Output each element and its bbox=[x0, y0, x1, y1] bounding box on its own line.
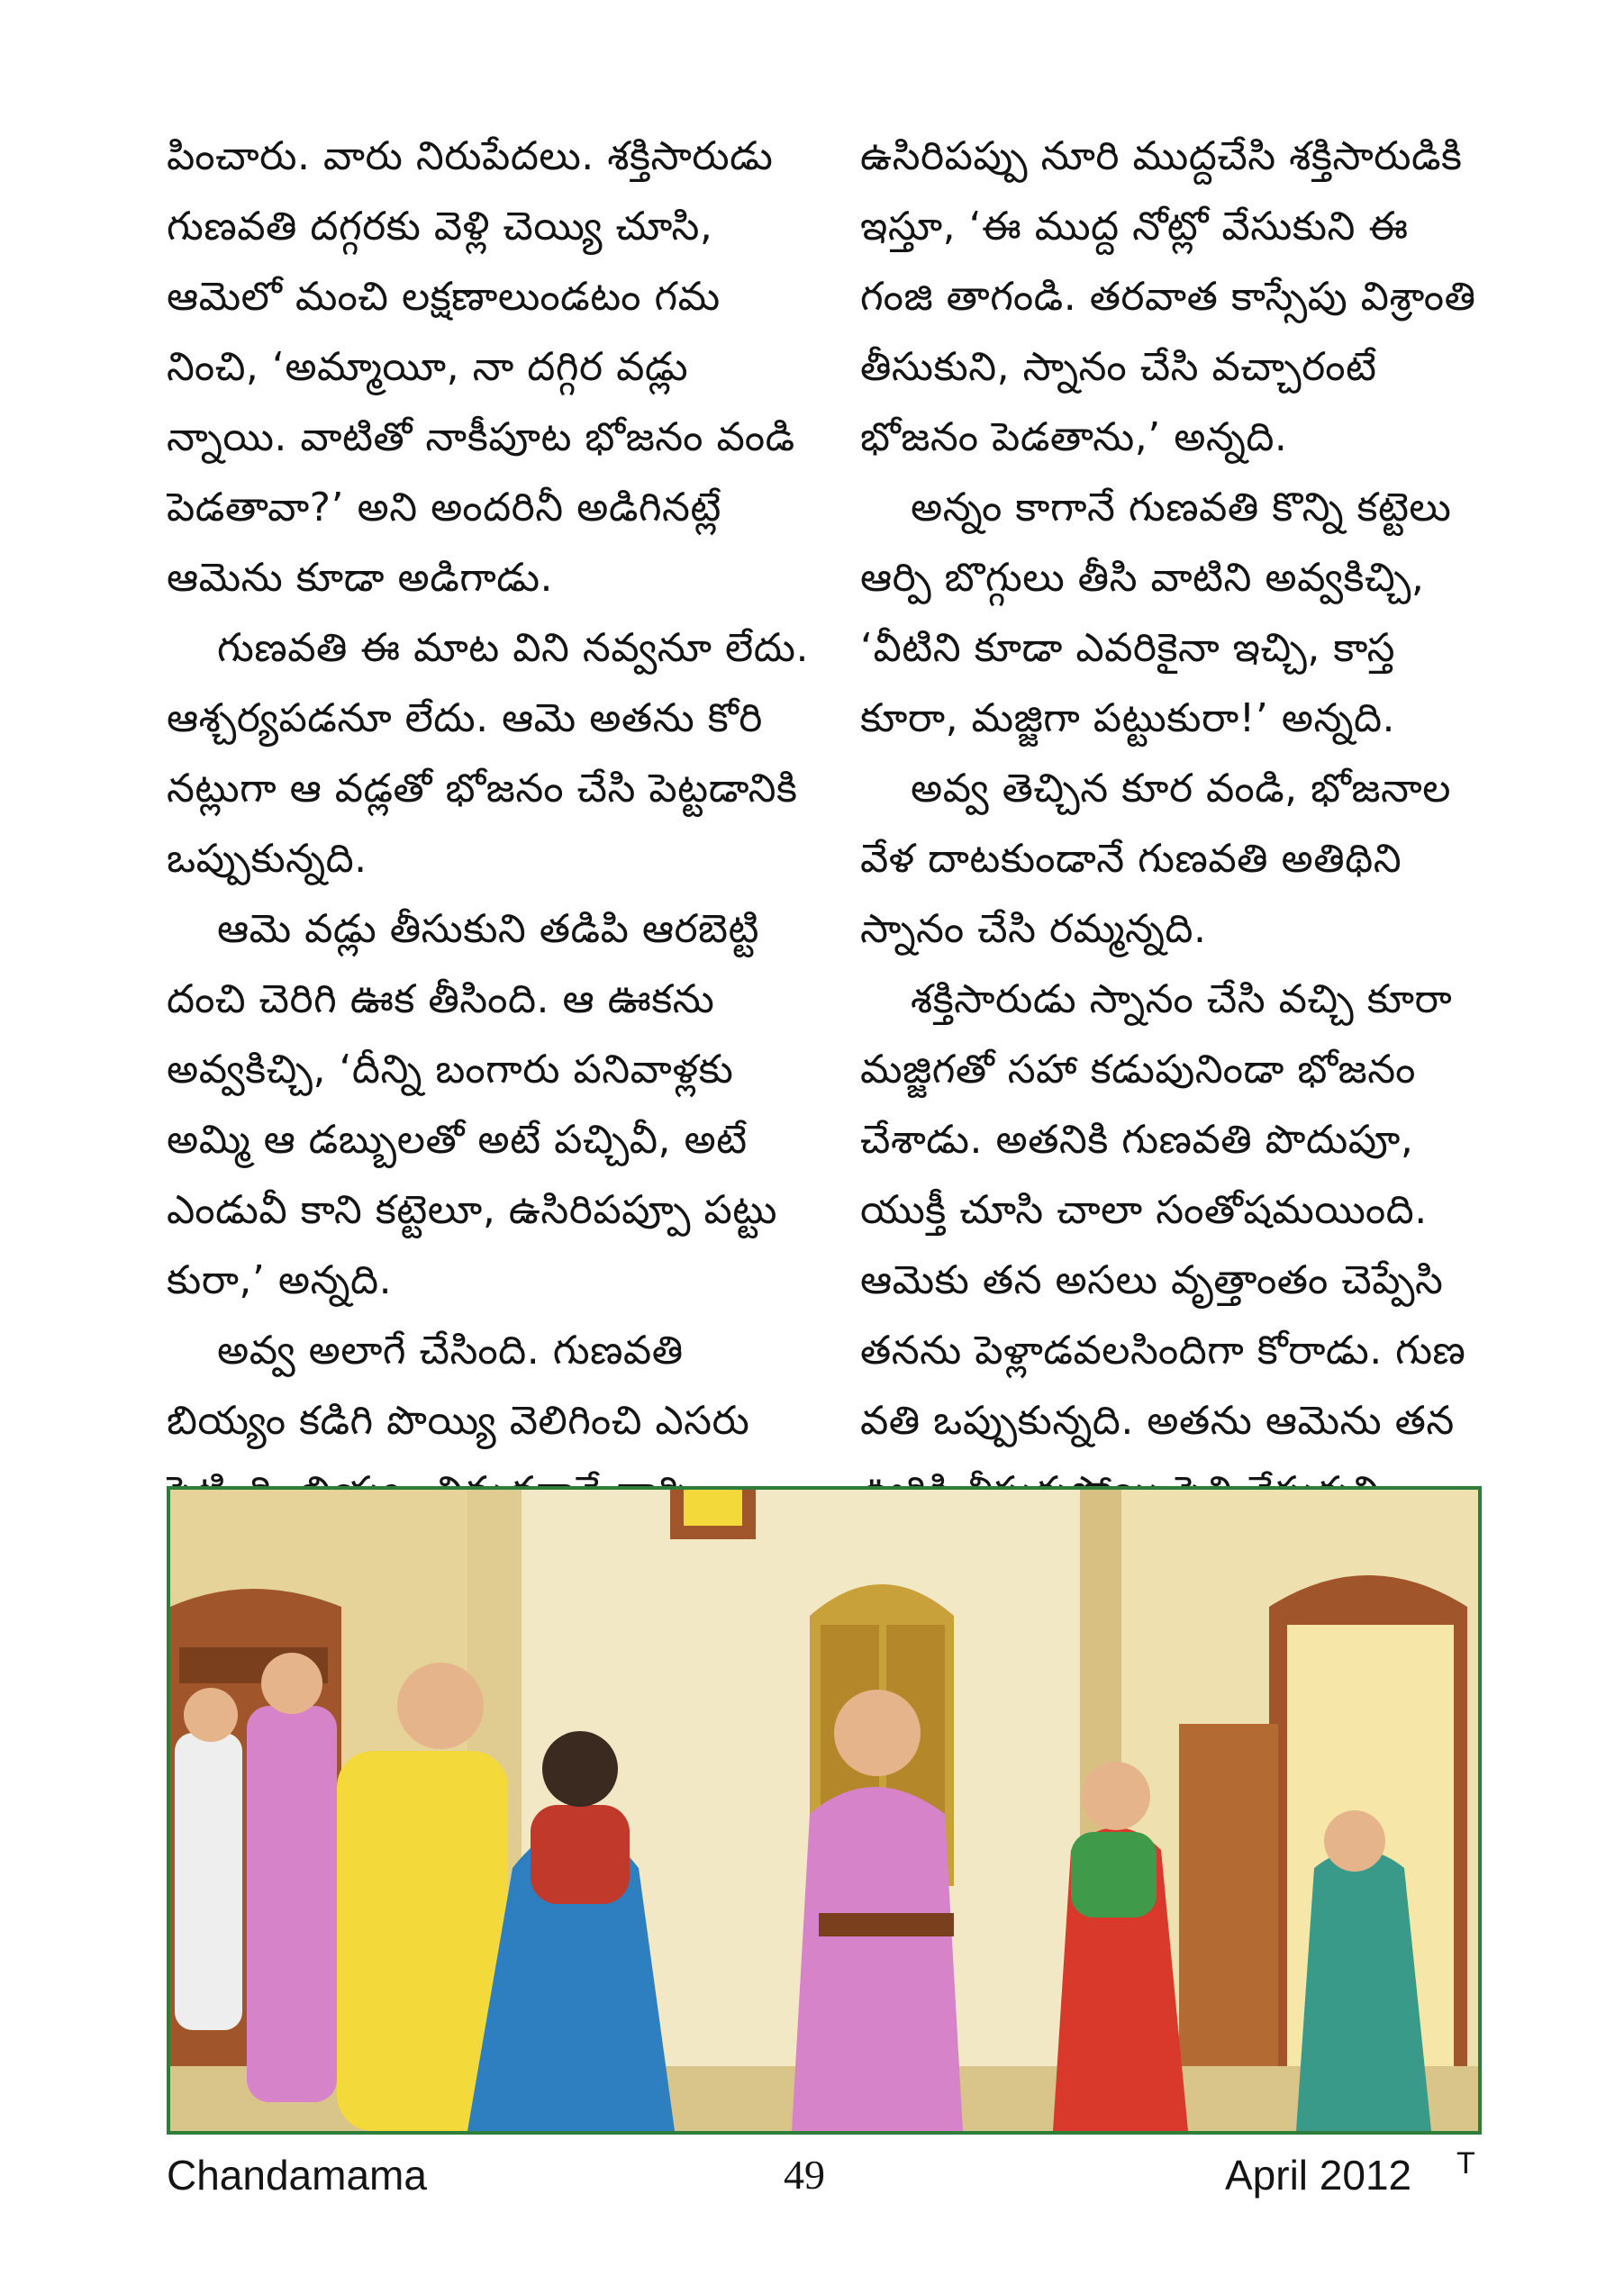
person-head bbox=[261, 1653, 322, 1714]
text-line: న్నాయి. వాటితో నాకీపూట భోజనం వండి bbox=[167, 414, 795, 460]
text-line: భోజనం పెడతాను,’ అన్నది. bbox=[860, 414, 1288, 460]
wall-frame-inner bbox=[684, 1490, 742, 1526]
right-column bbox=[860, 122, 1545, 1597]
text-line: ఆశ్చర్యపడనూ లేదు. ఆమె అతను కోరి bbox=[167, 695, 763, 741]
person-head bbox=[184, 1688, 238, 1742]
text-line: ‘వీటిని కూడా ఎవరికైనా ఇచ్చి, కాస్త bbox=[860, 625, 1395, 671]
text-line: ఇస్తూ, ‘ఈ ముద్ద నోట్లో వేసుకుని ఈ bbox=[860, 204, 1409, 249]
issue-date: April 2012 bbox=[1225, 2152, 1412, 2199]
text-line: ఆమె వడ్లు తీసుకుని తడిపి ఆరబెట్టి bbox=[217, 906, 760, 952]
text-line: కూరా, మజ్జిగా పట్టుకురా!’ అన్నది. bbox=[860, 695, 1395, 741]
page-number: 49 bbox=[784, 2152, 825, 2198]
text-line: యుక్తీ చూసి చాలా సంతోషమయింది. bbox=[860, 1187, 1428, 1233]
edition-mark: T bbox=[1456, 2146, 1475, 2181]
text-line: నించి, ‘అమ్మాయీ, నా దగ్గిర వడ్లు bbox=[167, 344, 689, 390]
illustration-scene bbox=[170, 1490, 1478, 2131]
text-line: ఆమెలో మంచి లక్షణాలుండటం గమ bbox=[167, 274, 721, 320]
person-man-pink bbox=[247, 1706, 337, 2102]
text-line: ఎండువీ కాని కట్టెలూ, ఉసిరిపప్పూ పట్టు bbox=[167, 1187, 777, 1233]
text-line: బియ్యం కడిగి పొయ్యి వెలిగించి ఎసరు bbox=[167, 1398, 750, 1444]
text-line: మజ్జిగతో సహా కడుపునిండా భోజనం bbox=[860, 1047, 1416, 1093]
text-line: దంచి చెరిగి ఊక తీసింది. ఆ ఊకను bbox=[167, 976, 715, 1022]
text-line: నట్లుగా ఆ వడ్లతో భోజనం చేసి పెట్టడానికి bbox=[167, 766, 798, 812]
text-line: తీసుకుని, స్నానం చేసి వచ్చారంటే bbox=[860, 344, 1377, 390]
text-line: అన్నం కాగానే గుణవతి కొన్ని కట్టెలు bbox=[911, 485, 1452, 530]
text-line: వతి ఒప్పుకున్నది. అతను ఆమెను తన bbox=[860, 1398, 1455, 1444]
text-line: అమ్మి ఆ డబ్బులతో అటే పచ్చివీ, అటే bbox=[167, 1117, 748, 1163]
text-line: శక్తిసారుడు స్నానం చేసి వచ్చి కూరా bbox=[911, 976, 1453, 1022]
person-man-white bbox=[175, 1733, 242, 2030]
person-head bbox=[542, 1731, 618, 1807]
person-head bbox=[834, 1690, 921, 1776]
text-line: అవ్వ తెచ్చిన కూర వండి, భోజనాల bbox=[911, 766, 1451, 812]
text-line: ఉసిరిపప్పు నూరి ముద్దచేసి శక్తిసారుడికి bbox=[860, 133, 1463, 179]
text-line: వేళ దాటకుండానే గుణవతి అతిథిని bbox=[860, 836, 1402, 882]
person-head bbox=[397, 1663, 484, 1749]
story-illustration bbox=[167, 1486, 1482, 2135]
text-line: ఆమెను కూడా అడిగాడు. bbox=[167, 555, 554, 601]
text-line: కురా,’ అన్నది. bbox=[167, 1257, 393, 1303]
text-line: అవ్వకిచ్చి, ‘దీన్ని బంగారు పనివాళ్లకు bbox=[167, 1047, 734, 1093]
text-line: తనను పెళ్లాడవలసిందిగా కోరాడు. గుణ bbox=[860, 1328, 1466, 1374]
person-belt bbox=[819, 1913, 954, 1936]
person-blouse bbox=[1071, 1832, 1157, 1918]
person-blouse bbox=[531, 1805, 630, 1904]
person-shaktisara bbox=[792, 1787, 963, 2131]
text-line: చేశాడు. అతనికి గుణవతి పొదుపూ, bbox=[860, 1117, 1414, 1163]
text-line: అవ్వ అలాగే చేసింది. గుణవతి bbox=[217, 1328, 684, 1374]
text-line: ఒప్పుకున్నది. bbox=[167, 836, 367, 882]
magazine-name: Chandamama bbox=[167, 2152, 427, 2199]
text-line: పించారు. వారు నిరుపేదలు. శక్తిసారుడు bbox=[167, 133, 774, 179]
text-line: స్నానం చేసి రమ్మన్నది. bbox=[860, 906, 1207, 952]
text-line: గుణవతి దగ్గరకు వెళ్లి చెయ్యి చూసి, bbox=[167, 204, 713, 249]
text-line: గంజి తాగండి. తరవాత కాస్సేపు విశ్రాంతి bbox=[860, 274, 1476, 320]
person-head bbox=[1082, 1762, 1150, 1830]
text-line: గుణవతి ఈ మాట విని నవ్వనూ లేదు. bbox=[217, 625, 809, 671]
text-line: ఆమెకు తన అసలు వృత్తాంతం చెప్పేసి bbox=[860, 1257, 1444, 1303]
left-column bbox=[167, 122, 851, 1597]
text-line: పెడతావా?’ అని అందరినీ అడిగినట్లే bbox=[167, 485, 721, 530]
text-line: ఆర్పి బొగ్గులు తీసి వాటిని అవ్వకిచ్చి, bbox=[860, 555, 1425, 601]
person-head bbox=[1324, 1810, 1385, 1872]
